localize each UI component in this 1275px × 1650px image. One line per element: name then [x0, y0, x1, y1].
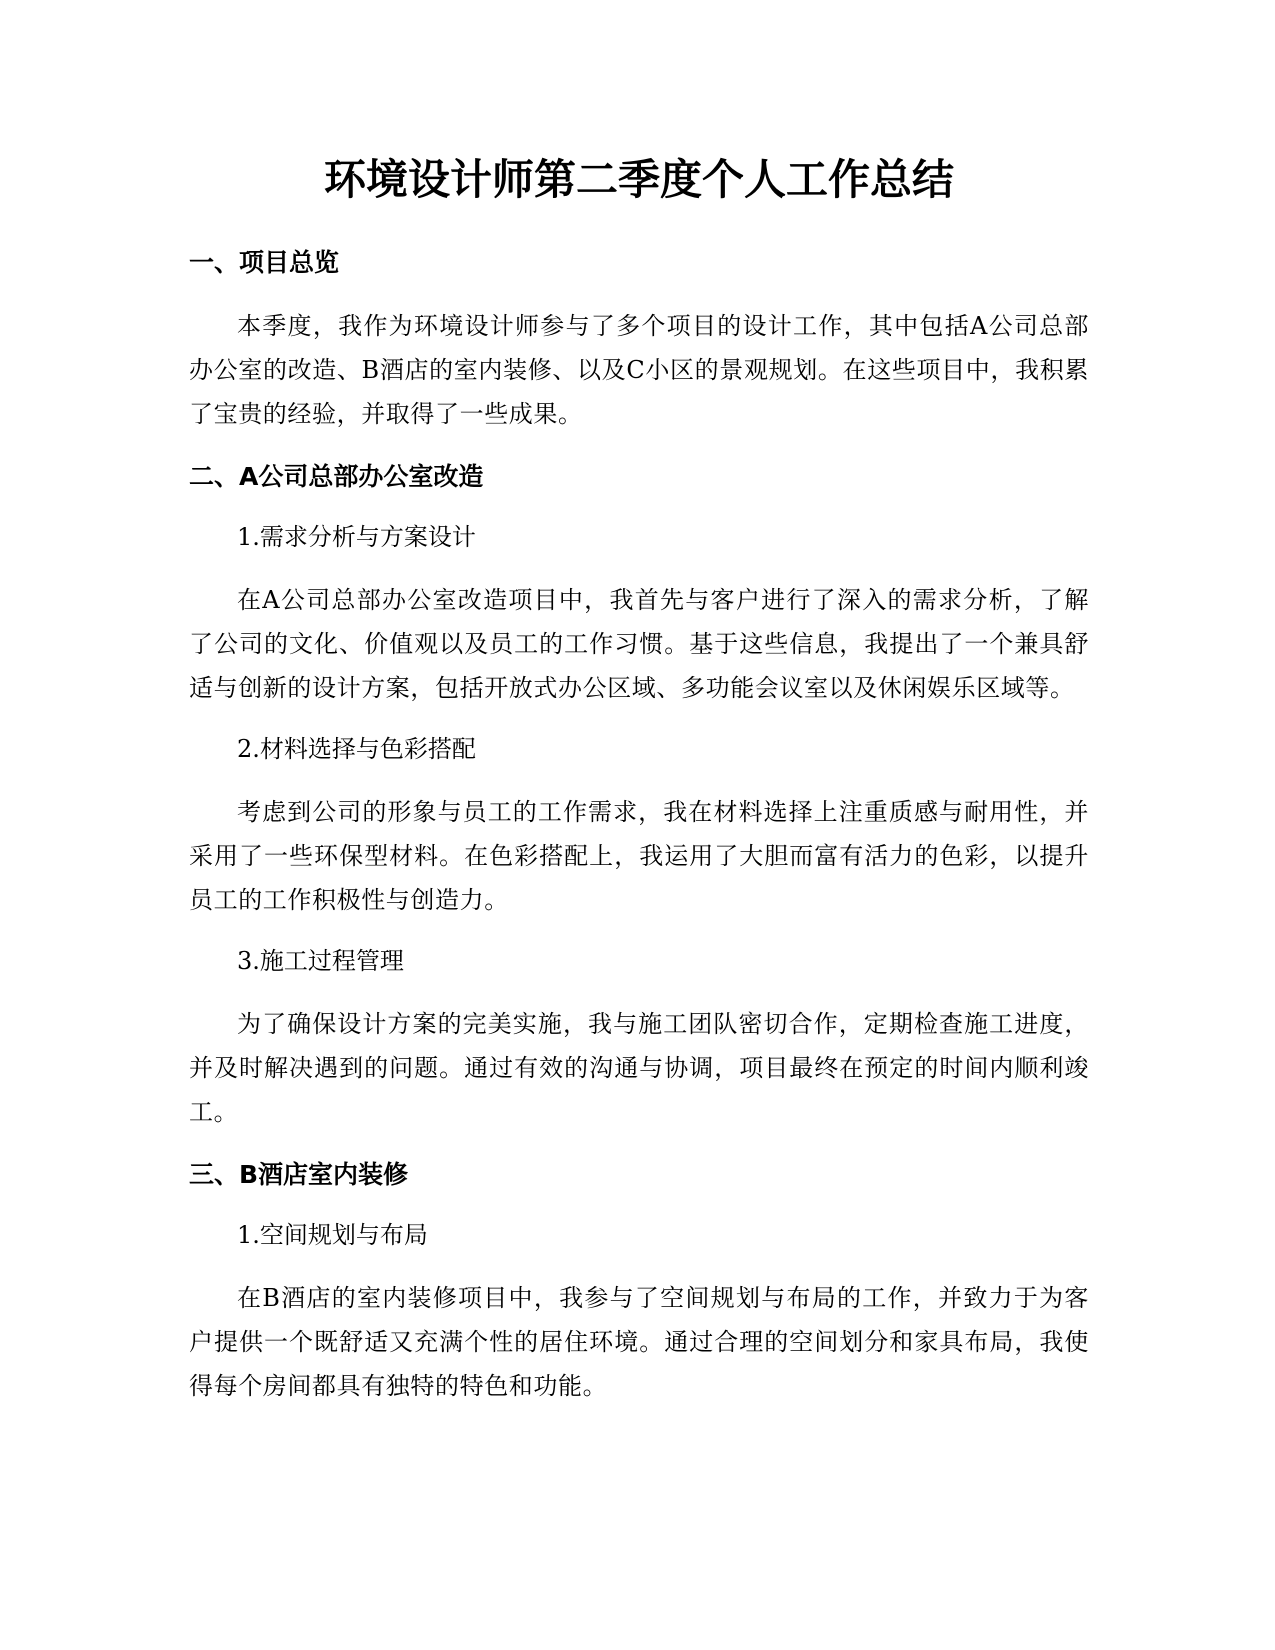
subheading-construction-management: 3.施工过程管理	[237, 947, 404, 975]
subheading-space-planning: 1.空间规划与布局	[237, 1221, 428, 1249]
paragraph-construction-management: 为了确保设计方案的完美实施，我与施工团队密切合作，定期检查施工进度，并及时解决遇到的问题。通过有效的沟通与协调，项目最终在预定的时间内顺利竣工。	[189, 1010, 1089, 1126]
document-body	[189, 150, 1089, 1408]
section-heading-hotel-interior: 三、B酒店室内装修	[189, 1160, 409, 1189]
section-paragraph-overview: 本季度，我作为环境设计师参与了多个项目的设计工作，其中包括A公司总部办公室的改造、B酒店的室内装修、以及C小区的景观规划。在这些项目中，我积累了宝贵的经验，并取得了一些成果。	[189, 312, 1089, 428]
section-heading-overview: 一、项目总览	[189, 248, 340, 277]
section-heading-office-renovation: 二、A公司总部办公室改造	[189, 462, 484, 491]
paragraph-requirements-analysis: 在A公司总部办公室改造项目中，我首先与客户进行了深入的需求分析，了解了公司的文化、价值观以及员工的工作习惯。基于这些信息，我提出了一个兼具舒适与创新的设计方案，包括开放式办公区域、多功能会议室以及休闲娱乐区域等。	[189, 586, 1089, 702]
paragraph-space-planning: 在B酒店的室内装修项目中，我参与了空间规划与布局的工作，并致力于为客户提供一个既舒适又充满个性的居住环境。通过合理的空间划分和家具布局，我使得每个房间都具有独特的特色和功能。	[189, 1284, 1089, 1400]
paragraph-materials-colors: 考虑到公司的形象与员工的工作需求，我在材料选择上注重质感与耐用性，并采用了一些环保型材料。在色彩搭配上，我运用了大胆而富有活力的色彩，以提升员工的工作积极性与创造力。	[189, 798, 1089, 914]
subheading-requirements-analysis: 1.需求分析与方案设计	[237, 523, 476, 551]
document-title: 环境设计师第二季度个人工作总结	[323, 155, 954, 204]
subheading-materials-colors: 2.材料选择与色彩搭配	[237, 735, 476, 763]
